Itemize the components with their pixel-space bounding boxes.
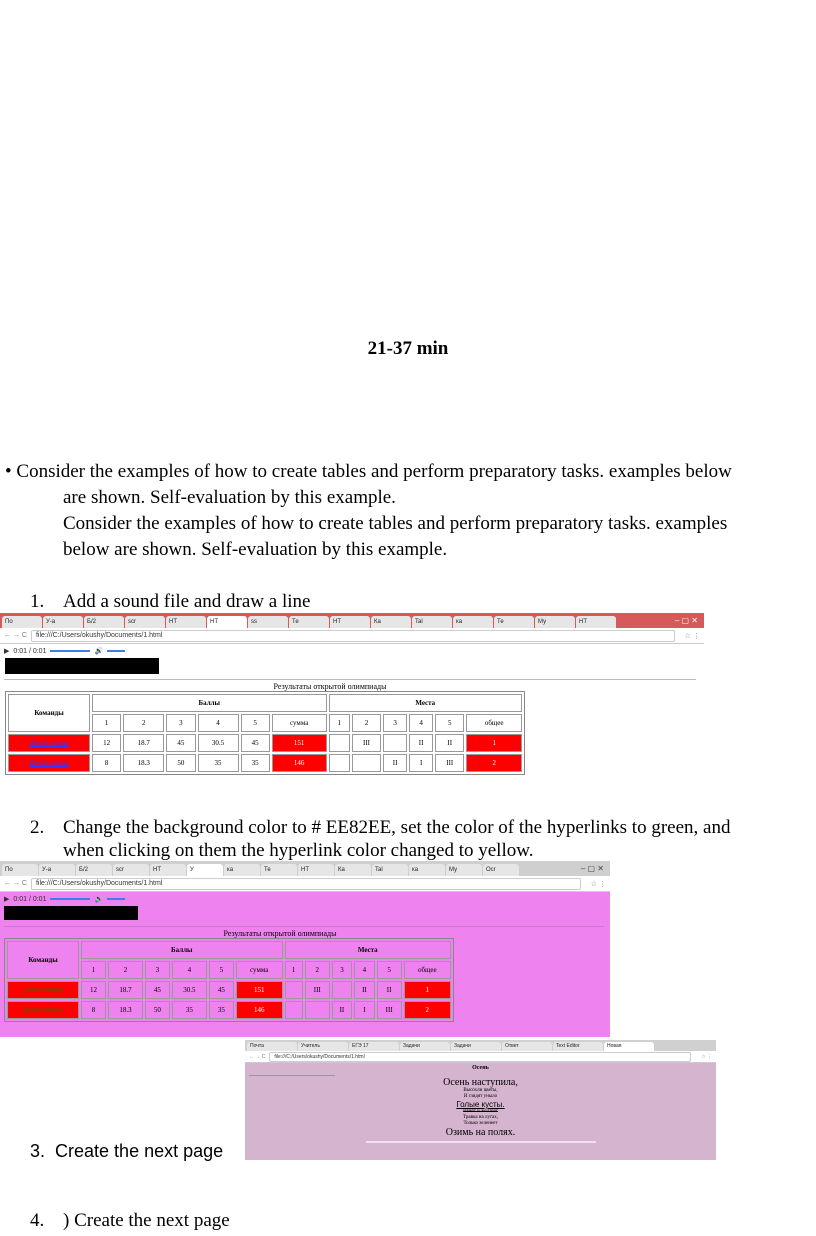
score-cell: 8 <box>92 754 121 772</box>
star-icon[interactable]: ☆ ⋮ <box>701 1053 712 1060</box>
audio-time: 0:01 / 0:01 <box>13 895 47 903</box>
place-cell <box>305 1001 330 1019</box>
task-2-line-1: Change the background color to # EE82EE, set the color of the hyperlinks to green, and <box>63 817 731 838</box>
task-4-text: ) Create the next page <box>63 1210 230 1231</box>
poem-line: Травка на лугах, <box>463 1115 498 1120</box>
window-controls[interactable]: – ▢ ✕ <box>674 616 698 625</box>
table-row <box>8 754 522 772</box>
score-col: 4 <box>172 961 207 979</box>
tab[interactable]: У <box>187 864 223 876</box>
nav-buttons[interactable]: ← → C <box>4 632 27 639</box>
tab[interactable]: НТ <box>207 616 247 628</box>
score-col: сумма <box>272 714 327 732</box>
tab[interactable]: Ответ <box>502 1042 552 1051</box>
tab[interactable]: Те <box>261 864 297 876</box>
tab[interactable]: Задачи <box>400 1042 450 1051</box>
task-2-line-2: when clicking on them the hyperlink color changed to yellow. <box>63 840 534 861</box>
score-cell: 45 <box>166 734 195 752</box>
browser-screenshot-3 <box>245 1040 716 1160</box>
place-cell: II <box>377 981 402 999</box>
score-cell: 12 <box>81 981 106 999</box>
tab[interactable]: Text Editor <box>553 1042 603 1051</box>
tab[interactable]: Те <box>289 616 329 628</box>
tab[interactable]: У-а <box>39 864 75 876</box>
task-2-number: 2. <box>30 817 45 838</box>
score-col: 3 <box>145 961 170 979</box>
tab[interactable]: Те <box>494 616 534 628</box>
address-bar <box>245 1051 716 1063</box>
score-cell: 18.3 <box>108 1001 143 1019</box>
place-col: 2 <box>305 961 330 979</box>
team-link[interactable]: Детки птицы <box>7 1001 79 1019</box>
divider <box>249 1075 335 1076</box>
score-cell: 30.5 <box>198 734 239 752</box>
score-cell: 8 <box>81 1001 106 1019</box>
header-teams: Команды <box>8 694 90 732</box>
play-icon[interactable]: ▶ <box>4 648 10 655</box>
score-cell: 35 <box>172 1001 207 1019</box>
tab[interactable]: Tal <box>372 864 408 876</box>
tab[interactable]: НТ <box>166 616 206 628</box>
nav-buttons[interactable]: ← → C <box>249 1053 266 1060</box>
place-cell: III <box>377 1001 402 1019</box>
tab[interactable]: Ка <box>335 864 371 876</box>
tab[interactable]: scr <box>113 864 149 876</box>
total-cell: 2 <box>466 754 522 772</box>
place-cell: I <box>354 1001 374 1019</box>
team-link[interactable]: Детки птицы <box>7 981 79 999</box>
score-col: 1 <box>81 961 106 979</box>
score-col: 2 <box>108 961 143 979</box>
header-places: Места <box>285 941 451 959</box>
poem-line: Голые кусты. <box>456 1100 505 1109</box>
total-cell: 2 <box>404 1001 451 1019</box>
place-col: 4 <box>409 714 433 732</box>
tab[interactable]: Ка <box>371 616 411 628</box>
url-input[interactable]: file:///C:/Users/okushy/Documents/1.html <box>31 630 675 642</box>
task-3-text: Create the next page <box>55 1141 224 1161</box>
header-places: Места <box>329 694 522 712</box>
team-link[interactable]: Детки птицы <box>8 754 90 772</box>
place-cell <box>383 734 407 752</box>
autumn-title: Осень наступила, <box>443 1077 518 1088</box>
place-cell <box>329 734 350 752</box>
autumn-heading: Осень <box>472 1065 489 1071</box>
place-cell: II <box>435 734 464 752</box>
score-col: 1 <box>92 714 121 732</box>
volume-slider[interactable] <box>107 650 125 652</box>
sum-cell: 146 <box>272 754 327 772</box>
table-row <box>8 734 522 752</box>
black-bar <box>4 906 138 920</box>
tab[interactable]: Му <box>446 864 482 876</box>
header-teams: Команды <box>7 941 79 979</box>
bullet-icon: • <box>5 461 12 482</box>
sum-cell: 151 <box>236 981 283 999</box>
audio-time: 0:01 / 0:01 <box>13 647 47 655</box>
place-cell <box>285 1001 303 1019</box>
tab[interactable]: У-а <box>43 616 83 628</box>
poem-line: И глядят уныло <box>463 1094 498 1099</box>
score-cell: 18.7 <box>123 734 164 752</box>
score-cell: 50 <box>166 754 195 772</box>
place-cell: III <box>352 734 381 752</box>
place-col: 5 <box>377 961 402 979</box>
tab[interactable]: Учитель <box>298 1042 348 1051</box>
tab[interactable]: Б/2 <box>76 864 112 876</box>
audio-seek-slider[interactable] <box>50 650 90 652</box>
results-table <box>5 691 525 775</box>
place-cell: III <box>305 981 330 999</box>
audio-seek-slider[interactable] <box>50 898 90 900</box>
tab[interactable]: ка <box>409 864 445 876</box>
score-col: 3 <box>166 714 195 732</box>
table-row <box>7 1001 451 1019</box>
poem-line: Высохли цветы, <box>463 1088 498 1093</box>
tab[interactable]: По <box>2 616 42 628</box>
place-cell: II <box>383 754 407 772</box>
task-3-number: 3. <box>30 1141 46 1161</box>
tab[interactable]: НТ <box>298 864 334 876</box>
score-col: 2 <box>123 714 164 732</box>
volume-icon[interactable]: 🔊 <box>94 648 104 655</box>
bottom-line <box>366 1141 596 1143</box>
tab[interactable]: По <box>2 864 38 876</box>
browser-screenshot-1 <box>0 613 704 796</box>
sum-cell: 151 <box>272 734 327 752</box>
tab[interactable]: Tal <box>412 616 452 628</box>
place-cell: III <box>435 754 464 772</box>
address-bar <box>0 876 610 892</box>
place-cell: I <box>409 754 433 772</box>
star-icon[interactable]: ☆ ⋮ <box>684 632 700 640</box>
score-cell: 45 <box>145 981 170 999</box>
intro-line-4: below are shown. Self-evaluation by this example. <box>63 539 448 560</box>
poem-line-last: Озимь на полях. <box>445 1127 516 1138</box>
score-cell: 50 <box>145 1001 170 1019</box>
total-cell: 1 <box>466 734 522 752</box>
score-cell: 45 <box>241 734 270 752</box>
place-cell <box>352 754 381 772</box>
place-col: 3 <box>332 961 352 979</box>
place-col: общее <box>404 961 451 979</box>
header-scores: Баллы <box>81 941 283 959</box>
place-cell: II <box>409 734 433 752</box>
url-input[interactable]: file:///C:/Users/okushy/Documents/1.html <box>269 1052 691 1062</box>
results-caption: Результаты открытой олимпиады <box>223 929 337 938</box>
nav-buttons[interactable]: ← → C <box>4 880 27 887</box>
score-col: 4 <box>198 714 239 732</box>
task-1-text: Add a sound file and draw a line <box>63 591 311 612</box>
poem-line: Вянет и желтеет <box>463 1109 498 1114</box>
tab[interactable]: НТ <box>576 616 616 628</box>
star-icon[interactable]: ☆ ⋮ <box>590 880 606 888</box>
place-cell: II <box>354 981 374 999</box>
score-cell: 18.7 <box>108 981 143 999</box>
task-1-number: 1. <box>30 591 45 612</box>
browser-screenshot-2 <box>0 861 610 1037</box>
intro-line-3: Consider the examples of how to create tables and perform preparatory tasks. examples <box>63 513 728 534</box>
tab[interactable]: Ocr <box>483 864 519 876</box>
total-cell: 1 <box>404 981 451 999</box>
tab[interactable]: ка <box>453 616 493 628</box>
place-col: 4 <box>354 961 374 979</box>
score-col: 5 <box>209 961 234 979</box>
score-cell: 35 <box>198 754 239 772</box>
results-table <box>4 938 454 1022</box>
tab[interactable]: scr <box>125 616 165 628</box>
score-cell: 35 <box>241 754 270 772</box>
place-col: 1 <box>285 961 303 979</box>
play-icon[interactable]: ▶ <box>4 896 10 903</box>
poem-line: Только зеленеет <box>463 1121 498 1126</box>
place-col: 3 <box>383 714 407 732</box>
score-cell: 12 <box>92 734 121 752</box>
intro-line-2: are shown. Self-evaluation by this example. <box>63 487 396 508</box>
tab[interactable]: ка <box>224 864 260 876</box>
volume-icon[interactable]: 🔊 <box>94 896 104 903</box>
place-cell <box>332 981 352 999</box>
place-col: 5 <box>435 714 464 732</box>
url-input[interactable]: file:///C:/Users/okushy/Documents/1.html <box>31 878 581 890</box>
tab[interactable]: НТ <box>330 616 370 628</box>
sum-cell: 146 <box>236 1001 283 1019</box>
tab[interactable]: Б/2 <box>84 616 124 628</box>
audio-player[interactable] <box>0 892 610 906</box>
window-controls[interactable]: – ▢ ✕ <box>580 864 604 873</box>
tab[interactable]: Новая <box>604 1042 654 1051</box>
tab[interactable]: Почта <box>247 1042 297 1051</box>
tab[interactable]: НТ <box>150 864 186 876</box>
score-cell: 30.5 <box>172 981 207 999</box>
score-col: 5 <box>241 714 270 732</box>
task-3 <box>30 1141 223 1162</box>
tab[interactable]: Му <box>535 616 575 628</box>
place-col: 1 <box>329 714 350 732</box>
tab-strip <box>0 861 610 876</box>
black-bar <box>5 658 159 674</box>
place-col: общее <box>466 714 522 732</box>
autumn-page <box>245 1063 716 1160</box>
task-4-number: 4. <box>30 1210 45 1231</box>
score-cell: 18.3 <box>123 754 164 772</box>
place-cell: II <box>332 1001 352 1019</box>
tab[interactable]: ЕГЭ 17 <box>349 1042 399 1051</box>
place-cell <box>329 754 350 772</box>
page-title: 21-37 min <box>367 338 449 359</box>
volume-slider[interactable] <box>107 898 125 900</box>
team-link[interactable]: Детки птицы <box>8 734 90 752</box>
horizontal-line <box>4 679 696 680</box>
score-cell: 35 <box>209 1001 234 1019</box>
table-row <box>7 981 451 999</box>
tab[interactable]: ss <box>248 616 288 628</box>
place-cell <box>285 981 303 999</box>
score-cell: 45 <box>209 981 234 999</box>
address-bar <box>0 628 704 644</box>
results-caption: Результаты открытой олимпиады <box>273 682 387 691</box>
tab[interactable]: Задачи <box>451 1042 501 1051</box>
audio-player[interactable] <box>0 644 704 658</box>
tab-strip <box>0 613 704 628</box>
header-scores: Баллы <box>92 694 327 712</box>
horizontal-line <box>4 926 604 927</box>
score-col: сумма <box>236 961 283 979</box>
place-col: 2 <box>352 714 381 732</box>
intro-line-1: • Consider the examples of how to create tables and perform preparatory tasks. examples below <box>5 461 732 482</box>
tab-strip <box>245 1040 716 1051</box>
